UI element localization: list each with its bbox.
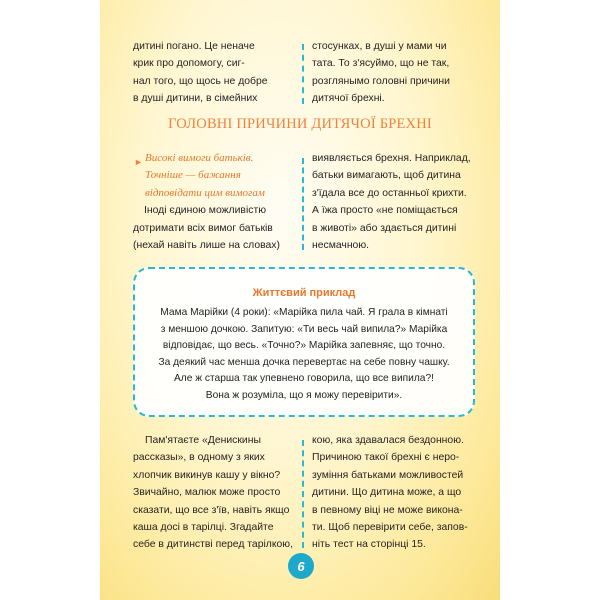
page-number-badge: 6 <box>288 553 314 579</box>
section-heading: ГОЛОВНІ ПРИЧИНИ ДИТЯЧОЇ БРЕХНІ <box>168 116 432 132</box>
mid-right-column <box>312 150 482 254</box>
text-line: хлопчик викинув кашу у вікно? <box>133 469 281 481</box>
text-line: розглянымо головні причини <box>312 75 450 87</box>
text-line: себе в дитинстві перед тарілкою, <box>133 539 293 551</box>
text-line: Іноді єдиною можливістю <box>144 205 266 217</box>
text-line: А їжа просто «не поміщається <box>312 205 458 217</box>
text-line: рассказы», в одному з яких <box>133 452 265 464</box>
text-line: нал того, що щось не добре <box>133 75 268 87</box>
text-line: Вона ж розуміла, що я можу перевірити». <box>205 389 403 401</box>
bullet-triangle-icon: ► <box>134 157 143 167</box>
text-line: Але ж старша так упевнено говорила, що все випила?! <box>174 373 434 385</box>
text-line: дотримати всіх вимог батьків <box>133 222 273 234</box>
life-example-box <box>133 267 475 417</box>
example-title: Життєвий приклад <box>252 287 356 299</box>
text-line: в душі дитини, в сімейних <box>133 93 258 105</box>
text-line: Мама Марійки (4 роки): «Марійка пила чай. Я грала в кімнаті <box>160 307 448 318</box>
text-line: ніть тест на сторінці 15. <box>312 539 426 551</box>
text-line: дитячої брехні. <box>312 93 385 105</box>
text-line: тата. То з'ясуймо, що не так, <box>312 58 450 70</box>
text-line: дитині погано. Це неначе <box>133 41 255 52</box>
text-line: Пам'ятаєте «Денискины <box>145 435 261 446</box>
text-line: ти. Щоб перевірити себе, запов- <box>312 522 468 534</box>
text-line: кою, яка здавалася бездонною. <box>312 435 464 446</box>
italic-line: Високі вимоги батьків. <box>145 152 254 164</box>
bottom-left-column <box>133 432 298 554</box>
column-divider <box>302 440 304 548</box>
bottom-right-column <box>312 432 482 554</box>
example-text <box>135 305 473 405</box>
mid-left-column <box>133 150 295 254</box>
text-line: в певному віці не може викона- <box>312 504 463 516</box>
text-line: Звичайно, малюк може просто <box>133 487 281 499</box>
book-page <box>100 0 500 600</box>
text-line: крик про допомогу, сиг- <box>133 58 245 70</box>
text-line: батьки вимагають, щоб дитина <box>312 170 461 182</box>
italic-line: відповідати цим вимогам <box>145 186 265 199</box>
column-divider <box>302 44 304 104</box>
text-line: з меншою дочкою. Запитую: «Ти весь чай випила?» Марійка <box>160 323 448 335</box>
text-line: За деякий час менша дочка перевертає на себе повну чашку. <box>158 356 450 368</box>
text-line: сказати, що все з'їв, навіть якщо <box>133 504 290 516</box>
text-line: з'їдала все до останньої крихти. <box>312 187 467 199</box>
text-line: Причиною такої брехні є неро- <box>312 452 460 464</box>
text-line: каша досі в тарілці. Згадайте <box>133 522 274 534</box>
italic-line: Точніше — бажання <box>145 169 241 182</box>
text-line: несмачною. <box>312 240 370 252</box>
top-right-column <box>312 38 482 108</box>
text-line: в животі» або здається дитині <box>312 222 457 234</box>
text-line: дитини. Що дитина може, а що <box>312 487 462 499</box>
text-line: зуміння батьками можливостей <box>312 469 464 481</box>
top-left-column <box>133 38 283 108</box>
text-line: відповідає, що весь. «Точно?» Марійка запевняє, що точно. <box>162 340 446 352</box>
text-line: (нехай навіть лише на словах) <box>133 240 280 252</box>
column-divider <box>302 158 304 250</box>
text-line: стосунках, в душі у мами чи <box>312 41 447 52</box>
text-line: виявляється брехня. Наприклад, <box>312 153 471 164</box>
